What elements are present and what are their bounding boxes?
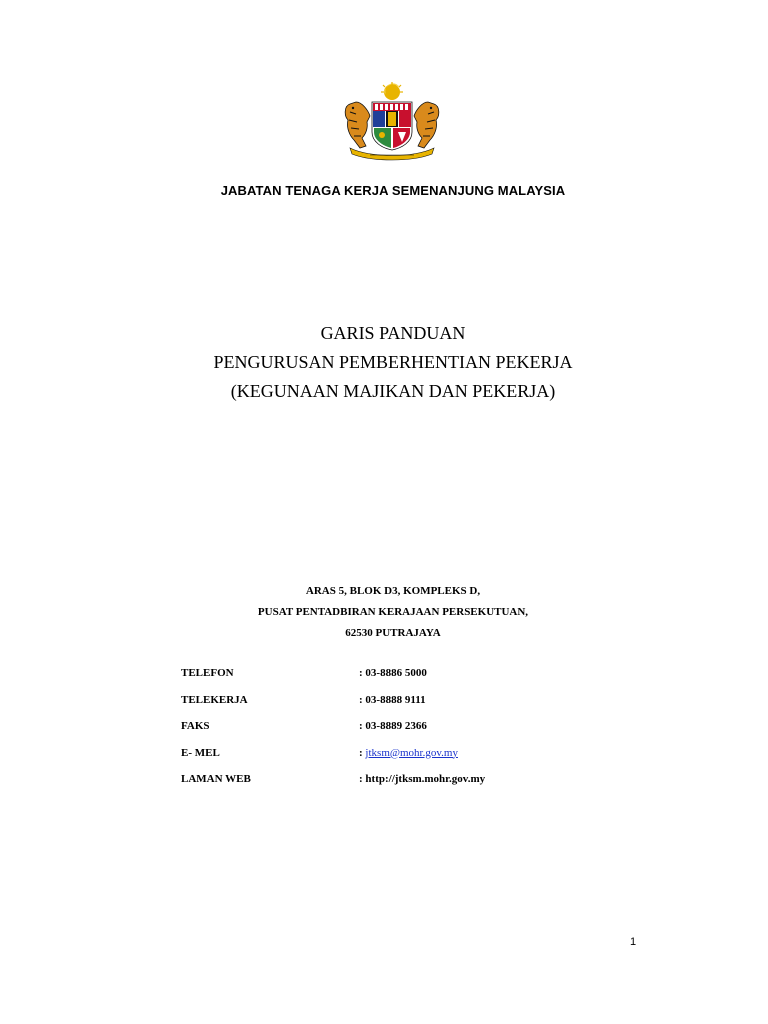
contact-value bbox=[359, 720, 427, 732]
address-line-2: PUSAT PENTADBIRAN KERAJAAN PERSEKUTUAN, bbox=[257, 606, 529, 618]
contact-value bbox=[359, 694, 426, 706]
contact-label: TELEFON bbox=[181, 667, 234, 679]
contact-value bbox=[359, 747, 458, 759]
contact-label: E- MEL bbox=[181, 746, 220, 759]
faks-value: 03-8889 2366 bbox=[365, 720, 427, 732]
contact-separator: : bbox=[359, 746, 366, 759]
crest-sun-icon bbox=[381, 82, 403, 100]
crest-shield-icon bbox=[372, 102, 412, 150]
contact-row-faks bbox=[181, 720, 601, 747]
address-line-1: ARAS 5, BLOK D3, KOMPLEKS D, bbox=[305, 585, 481, 597]
title-line-1: GARIS PANDUAN bbox=[320, 323, 466, 343]
title-line-2: PENGURUSAN PEMBERHENTIAN PEKERJA bbox=[213, 352, 573, 372]
contact-row-email bbox=[181, 747, 601, 774]
contact-label: FAKS bbox=[181, 720, 210, 732]
contact-separator: : bbox=[359, 693, 366, 706]
telefon-value: 03-8886 5000 bbox=[365, 667, 427, 679]
contact-separator: : bbox=[359, 720, 366, 732]
agency-name: JABATAN TENAGA KERJA SEMENANJUNG MALAYSIA bbox=[220, 183, 566, 198]
page-number: 1 bbox=[630, 936, 637, 948]
contact-list bbox=[181, 667, 601, 800]
coat-of-arms-icon bbox=[340, 82, 444, 162]
telekerja-value: 03-8888 9111 bbox=[365, 693, 426, 706]
address-line-3: 62530 PUTRAJAYA bbox=[345, 627, 441, 639]
address-block bbox=[0, 581, 768, 644]
document-title bbox=[0, 319, 768, 406]
contact-row-website bbox=[181, 773, 601, 800]
contact-value bbox=[359, 667, 427, 679]
left-tiger-icon bbox=[345, 102, 370, 148]
contact-label: LAMAN WEB bbox=[181, 773, 251, 785]
email-link[interactable]: jtksm@mohr.gov.my bbox=[365, 746, 458, 759]
contact-row-telefon bbox=[181, 667, 601, 694]
contact-separator: : bbox=[359, 667, 366, 679]
contact-label: TELEKERJA bbox=[181, 693, 248, 706]
website-value: http://jtksm.mohr.gov.my bbox=[365, 773, 486, 785]
contact-separator: : bbox=[359, 773, 366, 785]
contact-row-telekerja bbox=[181, 694, 601, 721]
contact-value bbox=[359, 773, 485, 785]
title-line-3: (KEGUNAAN MAJIKAN DAN PEKERJA) bbox=[230, 381, 556, 401]
right-tiger-icon bbox=[414, 102, 439, 148]
